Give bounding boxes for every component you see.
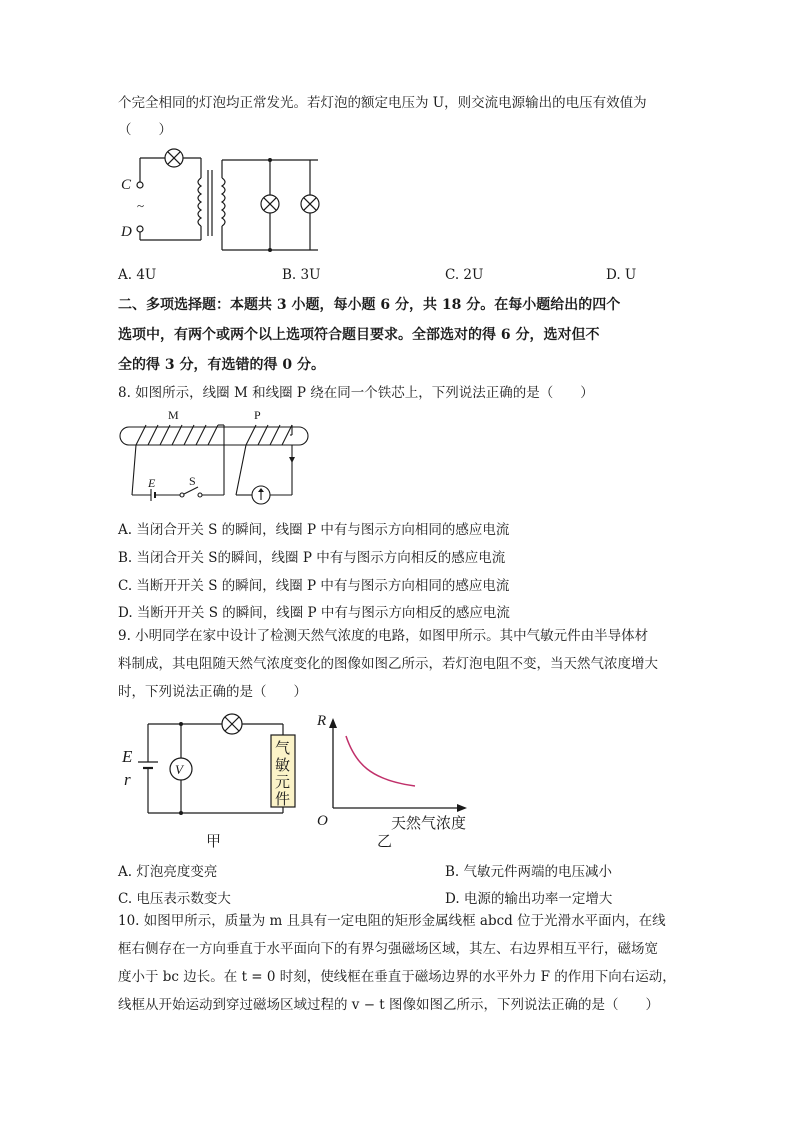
label-ac: ~ <box>137 198 145 213</box>
label-voltmeter: V <box>175 762 183 777</box>
caption-jia: 甲 <box>206 832 222 850</box>
label-e: E <box>148 476 156 490</box>
q9-resistance-graph <box>315 708 485 853</box>
sensor-char-2: 敏 <box>275 756 291 774</box>
q8-option-c[interactable]: C. 当断开开关 S 的瞬间，线圈 P 中有与图示方向相同的感应电流 <box>118 578 510 594</box>
q10-line3: 度小于 bc 边长。在 t = 0 时刻，使线框在垂直于磁场边界的水平外力 F 的作用下向右运动， <box>118 969 676 985</box>
q7-transformer-circuit <box>118 148 333 258</box>
label-d: D <box>121 224 132 240</box>
q7-option-d[interactable]: D. U <box>606 267 637 283</box>
q9-option-a[interactable]: A. 灯泡亮度变亮 <box>118 864 218 880</box>
label-s: S <box>189 474 196 488</box>
q9-option-c[interactable]: C. 电压表示数变大 <box>118 891 231 907</box>
axis-x-label: 天然气浓度 <box>391 814 467 832</box>
label-p: P <box>254 408 261 422</box>
q7-stem-line1: 个完全相同的灯泡均正常发光。若灯泡的额定电压为 U，则交流电源输出的电压有效值为 <box>118 95 647 111</box>
axis-r-label: R <box>317 713 327 729</box>
q10-line2: 框右侧存在一方向垂直于水平面向下的有界匀强磁场区域，其左、右边界相互平行，磁场宽 <box>118 941 658 957</box>
q10-line1: 10. 如图甲所示，质量为 m 且具有一定电阻的矩形金属线框 abcd 位于光滑水平面内，在线 <box>118 913 666 929</box>
q7-option-c[interactable]: C. 2U <box>445 267 484 283</box>
label-internal-r: r <box>124 770 131 789</box>
q9-stem-line3: 时，下列说法正确的是（ ） <box>118 684 307 700</box>
q9-stem-line1: 9. 小明同学在家中设计了检测天然气浓度的电路，如图甲所示。其中气敏元件由半导体材 <box>118 628 649 644</box>
sensor-char-4: 件 <box>275 790 291 808</box>
q8-option-d[interactable]: D. 当断开开关 S 的瞬间，线圈 P 中有与图示方向相反的感应电流 <box>118 605 510 621</box>
label-emf: E <box>122 747 133 766</box>
q7-option-b[interactable]: B. 3U <box>282 267 321 283</box>
q8-option-b[interactable]: B. 当闭合开关 S的瞬间，线圈 P 中有与图示方向相反的感应电流 <box>118 550 506 566</box>
q7-stem-line2: （ ） <box>118 122 172 138</box>
q8-stem: 8. 如图所示，线圈 M 和线圈 P 绕在同一个铁芯上，下列说法正确的是（ ） <box>118 385 594 401</box>
q9-stem-line2: 料制成，其电阻随天然气浓度变化的图像如图乙所示，若灯泡电阻不变，当天然气浓度增大 <box>118 656 658 672</box>
label-c: C <box>121 177 132 193</box>
q8-coil-circuit <box>118 405 313 505</box>
caption-yi: 乙 <box>377 832 393 850</box>
q9-option-d[interactable]: D. 电源的输出功率一定增大 <box>445 891 613 907</box>
q8-option-a[interactable]: A. 当闭合开关 S 的瞬间，线圈 P 中有与图示方向相同的感应电流 <box>118 522 510 538</box>
section2-line1: 二、多项选择题：本题共 3 小题，每小题 6 分，共 18 分。在每小题给出的四个 <box>118 297 621 313</box>
q9-option-b[interactable]: B. 气敏元件两端的电压减小 <box>445 864 613 880</box>
sensor-char-3: 元 <box>275 773 291 791</box>
axis-origin-label: O <box>317 813 328 829</box>
q9-sensor-circuit <box>118 710 308 850</box>
sensor-char-1: 气 <box>275 739 291 757</box>
q7-option-a[interactable]: A. 4U <box>118 267 157 283</box>
section2-line2: 选项中，有两个或两个以上选项符合题目要求。全部选对的得 6 分，选对但不 <box>118 327 600 343</box>
label-m: M <box>168 408 179 422</box>
section2-line3: 全的得 3 分，有选错的得 0 分。 <box>118 357 325 373</box>
q10-line4: 线框从开始运动到穿过磁场区域过程的 v − t 图像如图乙所示，下列说法正确的是（ ） <box>118 997 660 1013</box>
